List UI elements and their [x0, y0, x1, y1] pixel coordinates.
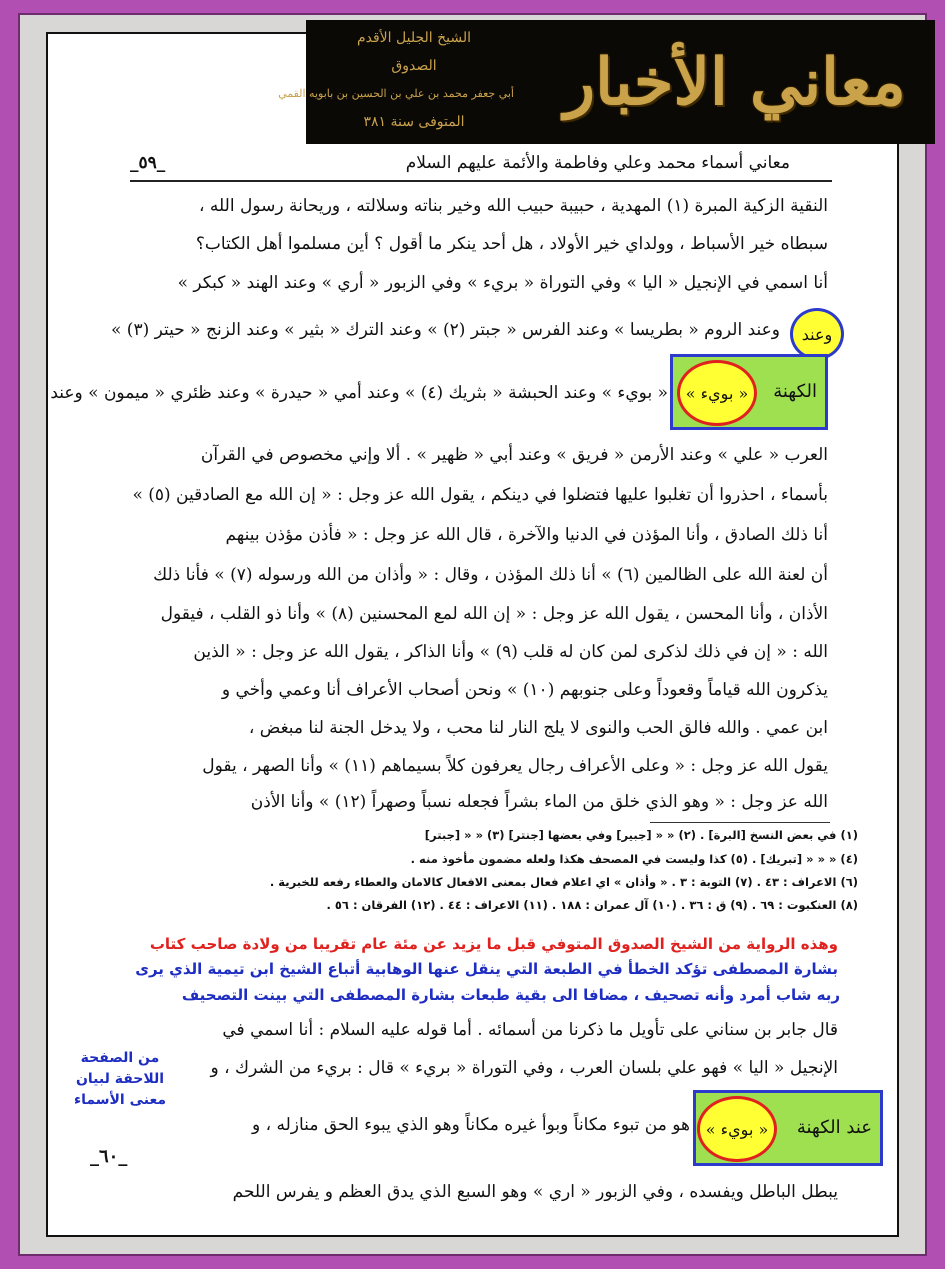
commentary-line: وهذه الرواية من الشيخ الصدوق المتوفي قبل ما يزيد عن مئة عام تقريبا من ولادة صاحب كتاب — [149, 935, 838, 953]
body-line: العرب « علي » وعند الأرمن « فريق » وعند أبي « ظهير » . ألا وإني مخصوص في القرآن — [200, 445, 828, 465]
author-line: أبي جعفر محمد بن علي بن الحسين بن بابويه القمي — [278, 87, 514, 100]
chapter-title: معاني أسماء محمد وعلي وفاطمة والأئمة عليهم السلام — [405, 153, 790, 173]
body-line: الله : « إن في ذلك لذكرى لمن كان له قلب (٩) » وأنا الذاكر ، يقول الله عز وجل : « الذين — [193, 642, 828, 662]
body-line: يقول الله عز وجل : « وعلى الأعراف رجال يعرفون كلاً بسيماهم (١١) » وأنا الصهر ، يقول — [202, 756, 828, 776]
lower-line: هو من تبوء مكاناً وبوأ غيره مكاناً وهو الذي يبوء الحق منازله ، و — [252, 1115, 690, 1135]
highlight-circle-lower: « بويء » — [697, 1096, 777, 1162]
body-line: « بويء » وعند الحبشة « بثريك (٤) » وعند أمي « حيدرة » وعند ظئري « ميمون » وعند — [50, 383, 668, 403]
body-line: يذكرون الله قياماً وقعوداً وعلى جنوبهم (١٠) » ونحن أصحاب الأعراف أنا وعمي وأخي و — [221, 680, 828, 700]
footnote-line: (٤) « « « [تبريك] . (٥) كذا وليست في المصحف هكذا ولعله مضمون مأخوذ منه . — [410, 852, 858, 866]
body-line: أنا ذلك الصادق ، وأنا المؤذن في الدنيا والآخرة ، قال الله عز وجل : « فأذن مؤذن بينهم — [225, 525, 828, 545]
body-line: ابن عمي . والله فالق الحب والنوى لا يلج النار لنا محب ، ولا يدخل الجنة لنا مبغض ، — [248, 718, 828, 738]
book-cover-banner — [278, 20, 935, 144]
body-line: بأسماء ، احذروا أن تغلبوا عليها فتضلوا في دينكم ، يقول الله عز وجل : « إن الله مع الصادقين (٥) » — [132, 485, 828, 505]
highlight-circle-upper: « بويء » — [677, 360, 757, 426]
book-title: معاني الأخبار — [564, 45, 906, 120]
body-line: الله عز وجل : « وهو الذي خلق من الماء بشراً فجعله نسباً وصهراً (١٢) » وأنا الأذن — [250, 792, 828, 812]
body-line: سبطاه خير الأسباط ، وولداي خير الأولاد ، هل أحد ينكر ما أقول ؟ أين مسلموا أهل الكتاب؟ — [195, 234, 828, 254]
lower-line: قال جابر بن سناني على تأويل ما ذكرنا من أسمائه . أما قوله عليه السلام : أنا اسمي في — [222, 1020, 838, 1040]
author-block — [278, 24, 514, 140]
body-line: الأذان ، وأنا المحسن ، يقول الله عز وجل : « إن الله لمع المحسنين (٨) » وأنا ذو القلب ، فيقول — [160, 604, 828, 624]
side-note: من الصفحة اللاحقة لبيان معنى الأسماء — [73, 1050, 167, 1108]
next-page-number: _٦٠_ — [90, 1146, 128, 1167]
author-line: الشيخ الجليل الأقدم — [356, 30, 472, 46]
author-line: المتوفى سنة ٣٨١ — [363, 114, 465, 130]
footnote-rule — [650, 822, 830, 823]
footnote-line: (١) في بعض النسخ [البرة] . (٢) « « [جبير] وفي بعضها [جنتر] (٣) « « [جبتر] — [424, 828, 858, 842]
commentary-line: ربه شاب أمرد وأنه تصحيف ، مضافا الى بقية طبعات بشارة المصطفى التي بينت التصحيف — [181, 986, 840, 1004]
running-head — [130, 148, 830, 178]
highlight-box-label: عند الكهنة — [796, 1117, 872, 1138]
highlight-box-label: الكهنة — [773, 381, 817, 402]
page-number: _٥٩_ — [130, 153, 166, 173]
footnote-line: (٨) العنكبوت : ٦٩ . (٩) ق : ٣٦ . (١٠) آل عمران : ١٨٨ . (١١) الاعراف : ٤٤ . (١٢) الفرقان : ٥٦ . — [326, 898, 858, 912]
lower-line: الإنجيل « اليا » فهو علي بلسان العرب ، وفي التوراة « بريء » قال : بريء من الشرك ، و — [210, 1058, 838, 1078]
body-line: أنا اسمي في الإنجيل « اليا » وفي التوراة « بريء » وفي الزبور « أري » وعند الهند « كبكر » — [177, 273, 828, 293]
header-rule — [130, 180, 832, 182]
footnote-line: (٦) الاعراف : ٤٣ . (٧) التوبة : ٣ . « وأذان » اي اعلام فعال بمعنى الافعال كالامان والعطاء رفعه للخبرية . — [269, 875, 858, 889]
author-line: الصدوق — [391, 58, 437, 74]
body-line: أن لعنة الله على الظالمين (٦) » أنا ذلك المؤذن ، وقال : « وأذان من الله ورسوله (٧) » فأنا ذلك — [153, 565, 828, 585]
body-line: النقية الزكية المبرة (١) المهدية ، حبيبة حبيب الله وخير بناته وسلالته ، وريحانة رسول الله ، — [199, 196, 828, 216]
commentary-line: بشارة المصطفى تؤكد الخطأ في الطبعة التي ينقل عنها الوهابية أتباع الشيخ ابن تيمية الذي يرى — [135, 960, 838, 978]
body-line: وعند الروم « بطريسا » وعند الفرس « جبتر (٢) » وعند الترك « بثير » وعند الزنج « حيتر (٣) » — [111, 320, 780, 340]
lower-line: يبطل الباطل ويفسده ، وفي الزبور « اري » وهو السبع الذي يدق العظم و يفرس اللحم — [232, 1182, 838, 1202]
highlight-circle-small: وعند — [790, 308, 844, 360]
